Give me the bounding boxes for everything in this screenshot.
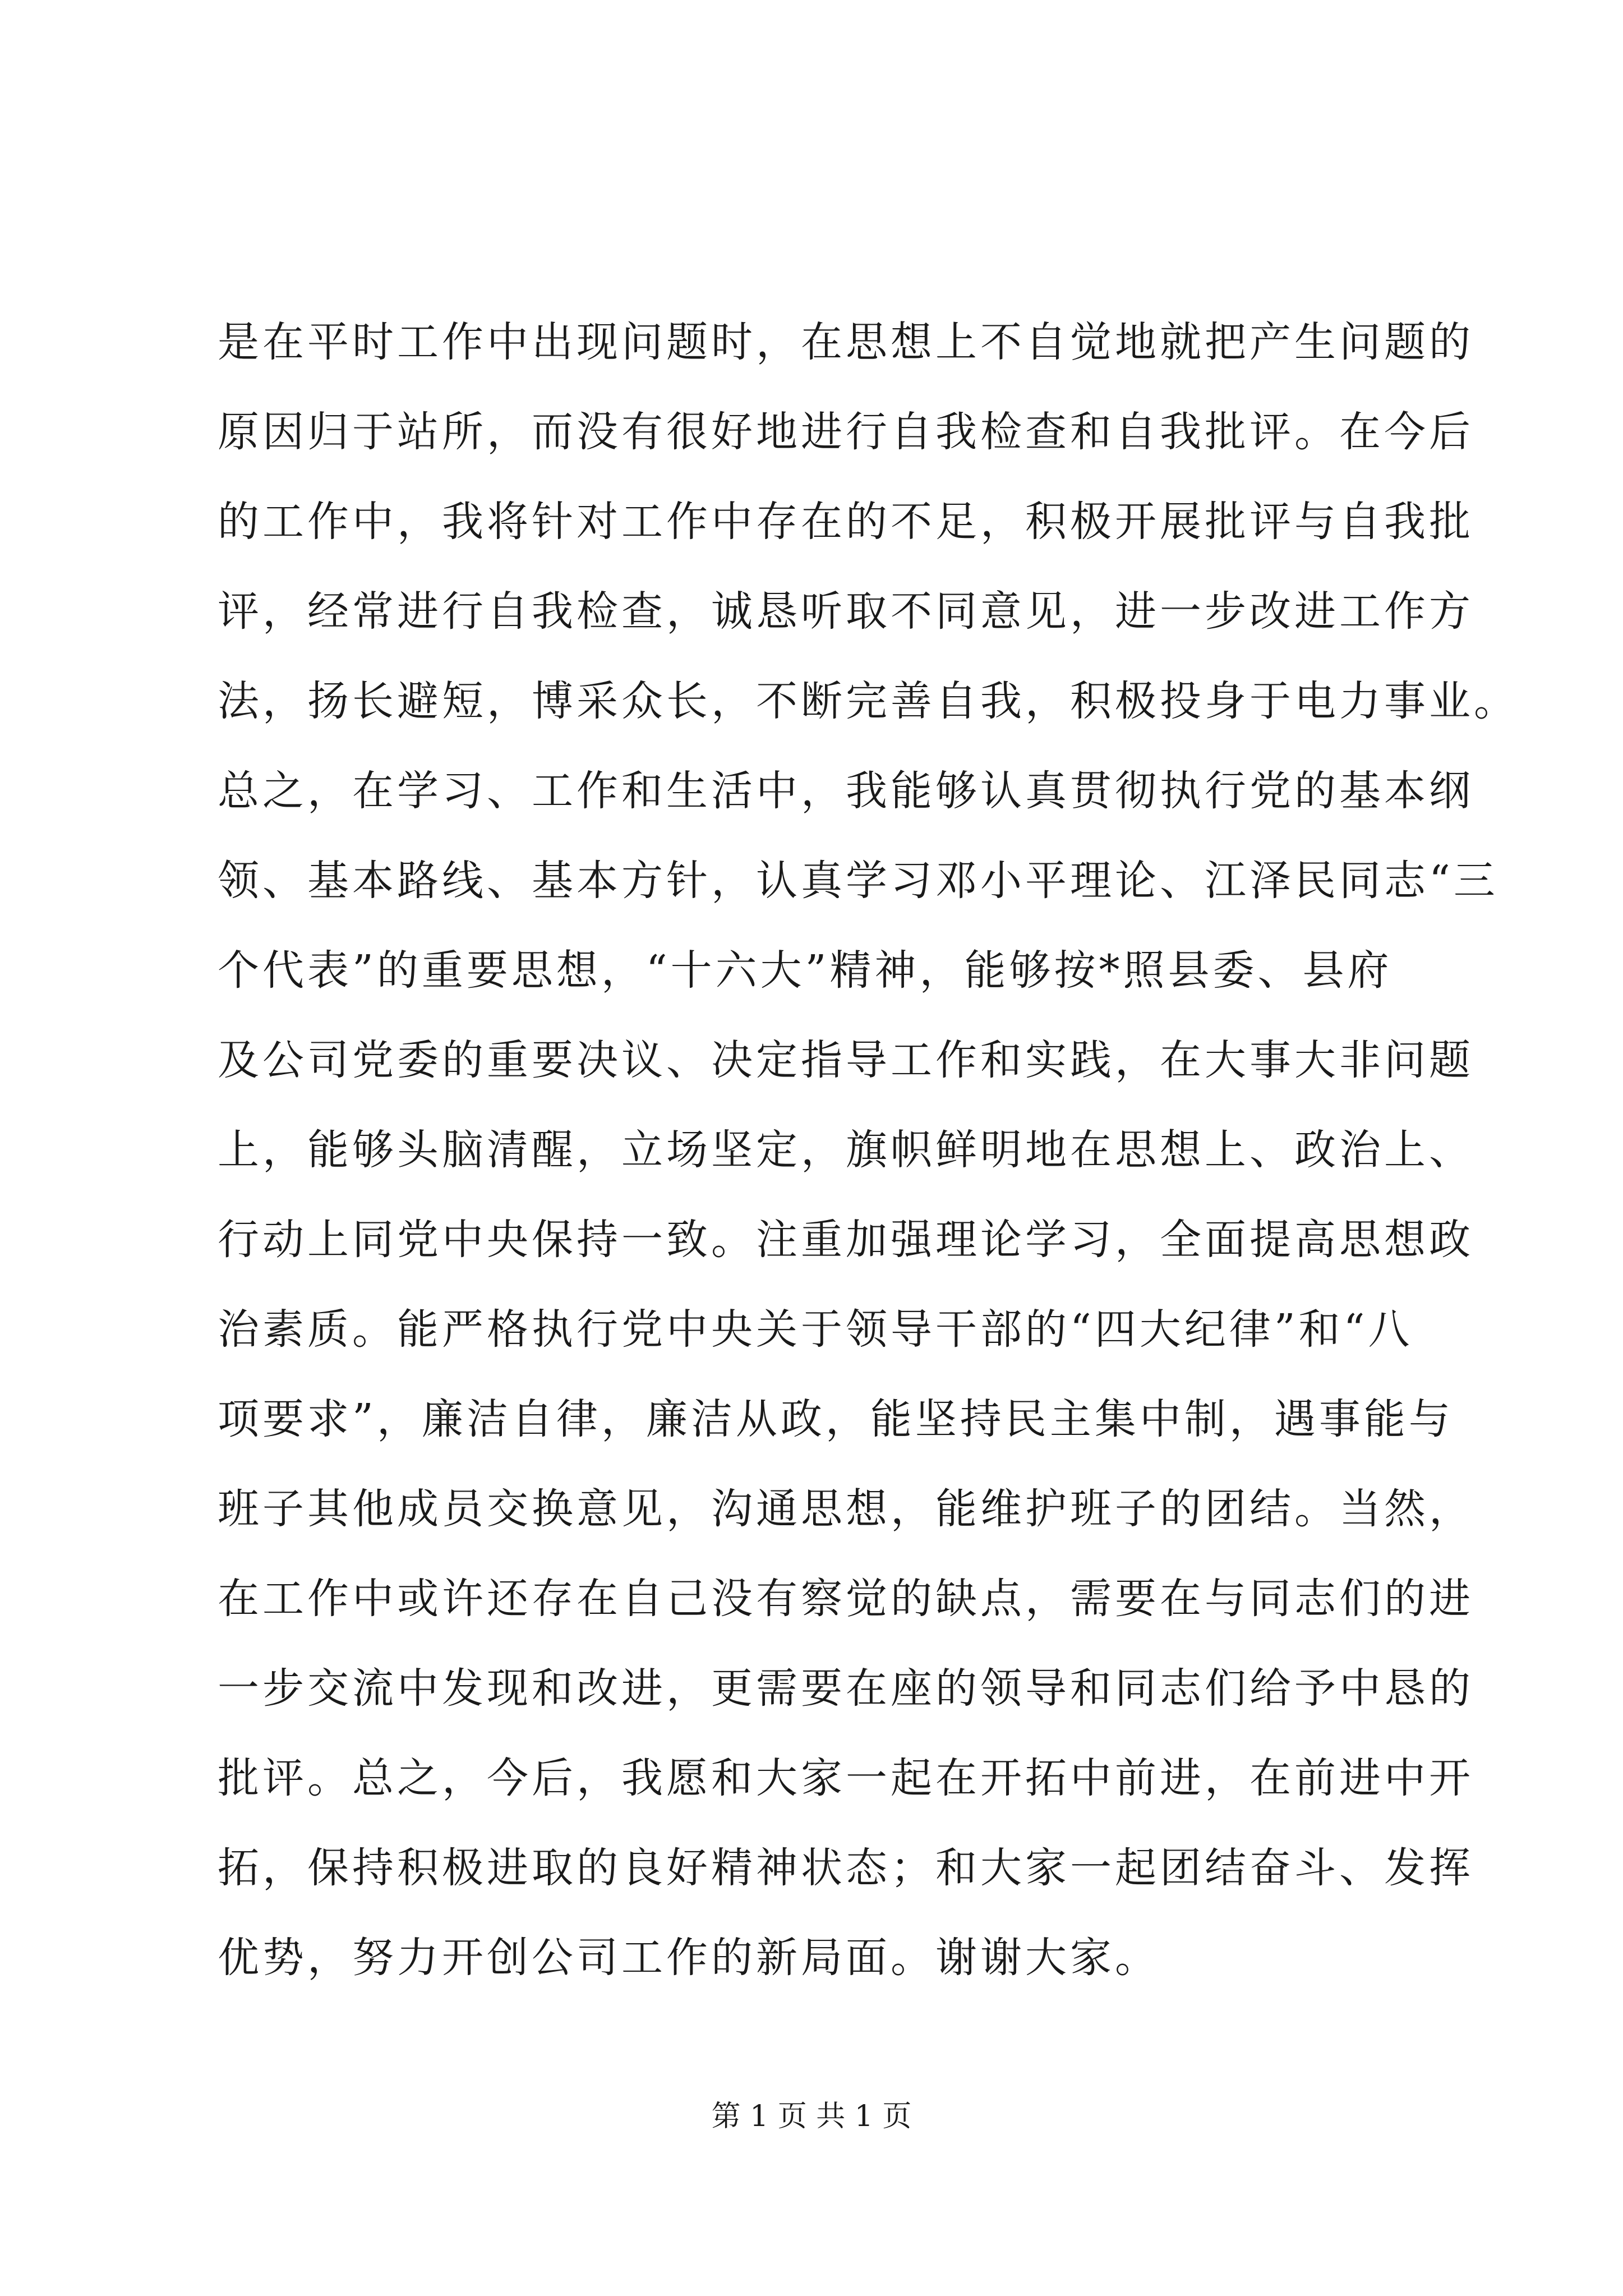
text-line: 评，经常进行自我检查，诚恳听取不同意见，进一步改进工作方 xyxy=(218,587,1474,636)
text-line: 一步交流中发现和改进，更需要在座的领导和同志们给予中恳的 xyxy=(218,1664,1474,1713)
text-line: 的工作中，我将针对工作中存在的不足，积极开展批评与自我批 xyxy=(218,498,1474,546)
text-line: 项要求”，廉洁自律，廉洁从政，能坚持民主集中制，遇事能与 xyxy=(218,1395,1454,1443)
page-footer: 第 1 页 共 1 页 xyxy=(711,2100,912,2133)
text-line: 总之，在学习、工作和生活中，我能够认真贯彻执行党的基本纲 xyxy=(218,767,1474,815)
text-line: 上，能够头脑清醒，立场坚定，旗帜鲜明地在思想上、政治上、 xyxy=(218,1126,1474,1174)
text-line: 法，扬长避短，博采众长，不断完善自我，积极投身于电力事业。 xyxy=(218,677,1519,725)
text-line: 治素质。能严格执行党中央关于领导干部的“四大纪律”和“八 xyxy=(218,1305,1413,1354)
text-line: 班子其他成员交换意见，沟通思想，能维护班子的团结。当然， xyxy=(218,1485,1474,1533)
text-line: 是在平时工作中出现问题时，在思想上不自觉地就把产生问题的 xyxy=(218,318,1474,366)
body-text xyxy=(218,297,1519,2003)
text-line: 优势，努力开创公司工作的新局面。谢谢大家。 xyxy=(218,1934,1160,1982)
text-line: 批评。总之，今后，我愿和大家一起在开拓中前进，在前进中开 xyxy=(218,1754,1474,1802)
text-line: 领、基本路线、基本方针，认真学习邓小平理论、江泽民同志“三 xyxy=(218,857,1498,905)
text-line: 拓，保持积极进取的良好精神状态；和大家一起团结奋斗、发挥 xyxy=(218,1844,1474,1892)
text-line: 个代表”的重要思想，“十六大”精神，能够按*照县委、县府 xyxy=(218,946,1393,995)
text-line: 在工作中或许还存在自己没有察觉的缺点，需要在与同志们的进 xyxy=(218,1575,1474,1623)
text-line: 行动上同党中央保持一致。注重加强理论学习，全面提高思想政 xyxy=(218,1216,1474,1264)
text-line: 原因归于站所，而没有很好地进行自我检查和自我批评。在今后 xyxy=(218,408,1474,456)
text-line: 及公司党委的重要决议、决定指导工作和实践，在大事大非问题 xyxy=(218,1036,1474,1084)
